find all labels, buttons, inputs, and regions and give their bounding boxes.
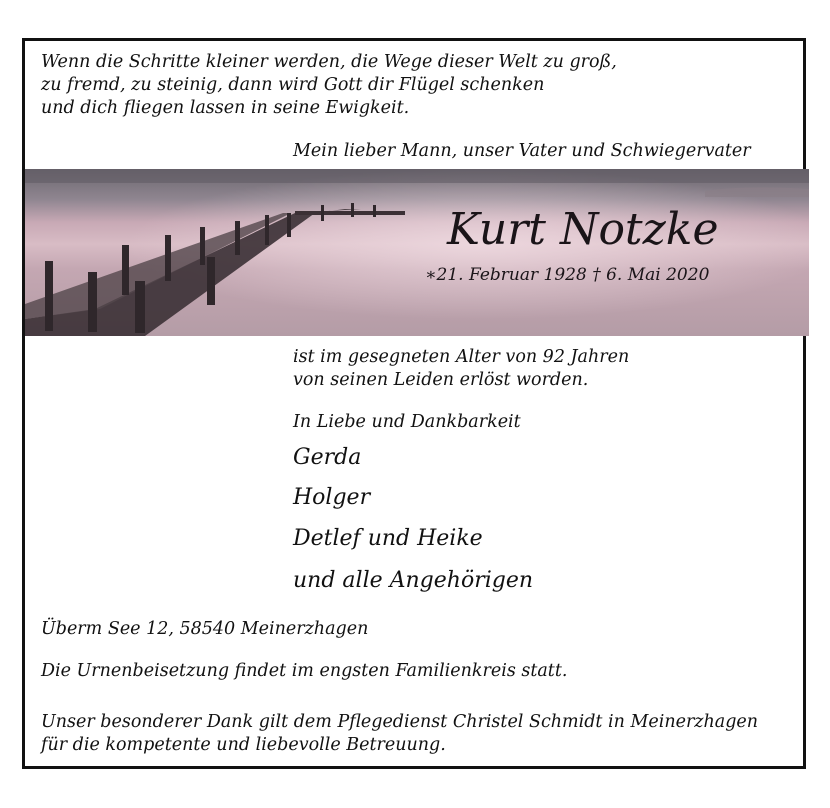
pier-banner <box>25 169 809 336</box>
gratitude-line: In Liebe und Dankbarkeit <box>293 412 521 432</box>
burial-note: Die Urnenbeisetzung findet im engsten Familienkreis statt. <box>41 661 568 681</box>
poem-line: Wenn die Schritte kleiner werden, die Wege dieser Welt zu groß, <box>41 52 617 72</box>
poem-line: und dich fliegen lassen in seine Ewigkeit. <box>41 98 410 118</box>
thanks-line: für die kompetente und liebevolle Betreuung. <box>41 735 446 755</box>
family-member: Gerda <box>293 445 362 470</box>
family-member: Detlef und Heike <box>293 526 483 551</box>
passing-line: ist im gesegneten Alter von 92 Jahren <box>293 347 630 367</box>
passing-line: von seinen Leiden erlöst worden. <box>293 370 589 390</box>
intro-line: Mein lieber Mann, unser Vater und Schwiegervater <box>293 141 751 161</box>
obituary-notice <box>22 38 806 769</box>
thanks-note <box>41 711 758 757</box>
passing-statement <box>293 346 629 392</box>
life-dates: ∗21. Februar 1928 † 6. Mai 2020 <box>425 265 710 285</box>
deceased-name: Kurt Notzke <box>447 204 719 255</box>
family-member: Holger <box>293 485 371 510</box>
address: Überm See 12, 58540 Meinerzhagen <box>41 619 369 639</box>
family-member: und alle Angehörigen <box>293 568 534 593</box>
thanks-line: Unser besonderer Dank gilt dem Pflegedienst Christel Schmidt in Meinerzhagen <box>41 712 759 732</box>
poem <box>41 51 617 120</box>
poem-line: zu fremd, zu steinig, dann wird Gott dir Flügel schenken <box>41 75 545 95</box>
